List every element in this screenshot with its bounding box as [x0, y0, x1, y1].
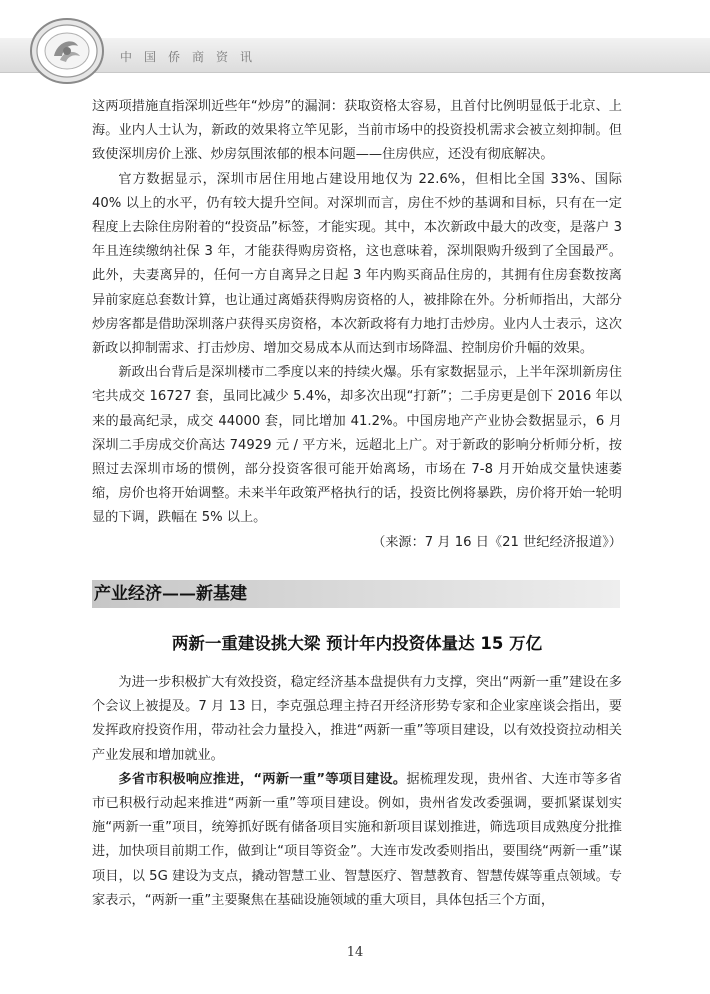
section-title: 产业经济——新基建 — [94, 584, 247, 604]
header-title: 中国侨商资讯 — [120, 50, 265, 64]
paragraph: 官方数据显示，深圳市居住用地占建设用地仅为 22.6%，但相比全国 33%、国际 40% 以上的水平，仍有较大提升空间。对深圳而言，房住不炒的基调和目标，只有在一定程度上去除住房附着的“投资品”标签，才能实现。其中，本次新政中最大的改变，是落户 3 年且连续缴纳社保 3 年，才能获得购房资格，这也意味着，深圳限购升级到了全国最严。此外，夫妻离异的，任何一方自离异之日起 3 年内购买商品住房的，其拥有住房套数按离异前家庭总套数计算，也让通过离婚获得购房资格的人，被排除在外。分析师指出，大部分炒房客都是借助深圳落户获得买房资格，本次新政将有力地打击炒房。业内人士表示，这次新政以抑制需求、打击炒房、增加交易成本从而达到市场降温、控制房价升幅的效果。 — [92, 171, 622, 357]
chamber-logo — [28, 16, 106, 86]
paragraph-text: 据梳理发现，贵州省、大连市等多省市已积极行动起来推进“两新一重”等项目建设。例如，贵州省发改委强调，要抓紧谋划实施“两新一重”项目，统筹抓好既有储备项目实施和新项目谋划推进，筛选项目成熟度分批推进，加快项目前期工作，做到让“项目等资金”。大连市发改委则指出，要围绕“两新一重”谋项目，以 5G 建设为支点，撬动智慧工业、智慧医疗、智慧教育、智慧传媒等重点领域。专家表示，“两新一重”主要聚焦在基础设施领域的重大项目，具体包括三个方面， — [92, 771, 622, 908]
article-title: 两新一重建设挑大梁 预计年内投资体量达 15 万亿 — [171, 634, 543, 653]
article-source: （来源：7 月 16 日《21 世纪经济报道》） — [372, 534, 622, 550]
header-bar — [0, 38, 710, 73]
page-number: 14 — [346, 945, 364, 960]
paragraph: 这两项措施直指深圳近些年“炒房”的漏洞：获取资格太容易，且首付比例明显低于北京、上海。业内人士认为，新政的效果将立竿见影，当前市场中的投资投机需求会被立刻抑制。但致使深圳房价上涨、炒房氛围浓郁的根本问题——住房供应，还没有彻底解决。 — [92, 99, 622, 163]
article-body-2 — [92, 671, 622, 913]
paragraph-lead: 多省市积极响应推进，“两新一重”等项目建设。 — [118, 771, 407, 787]
paragraph — [92, 768, 622, 913]
paragraph: 新政出台背后是深圳楼市二季度以来的持续火爆。乐有家数据显示，上半年深圳新房住宅共成交 16727 套，虽同比减少 5.4%，却多次出现“打新”；二手房更是创下 2016 年以来的最高纪录，成交 44000 套，同比增加 41.2%。中国房地产产业协会数据显示，6 月深圳二手房成交价高达 74929 元 / 平方米，远超北上广。对于新政的影响分析师分析，按照过去深圳市场的惯例，部分投资客很可能开始离场，市场在 7-8 月开始成交量快速萎缩，房价也将开始调整。未来半年政策严格执行的话，投资比例将暴跌，房价将开始一轮明显的下调，跌幅在 5% 以上。 — [92, 365, 622, 526]
paragraph: 为进一步积极扩大有效投资，稳定经济基本盘提供有力支撑，突出“两新一重”建设在多个会议上被提及。7 月 13 日，李克强总理主持召开经济形势专家和企业家座谈会指出，要发挥政府投资作用，带动社会力量投入，推进“两新一重”等项目建设，以有效投资拉动相关产业发展和增加就业。 — [92, 675, 622, 763]
article-body-1 — [92, 95, 622, 555]
